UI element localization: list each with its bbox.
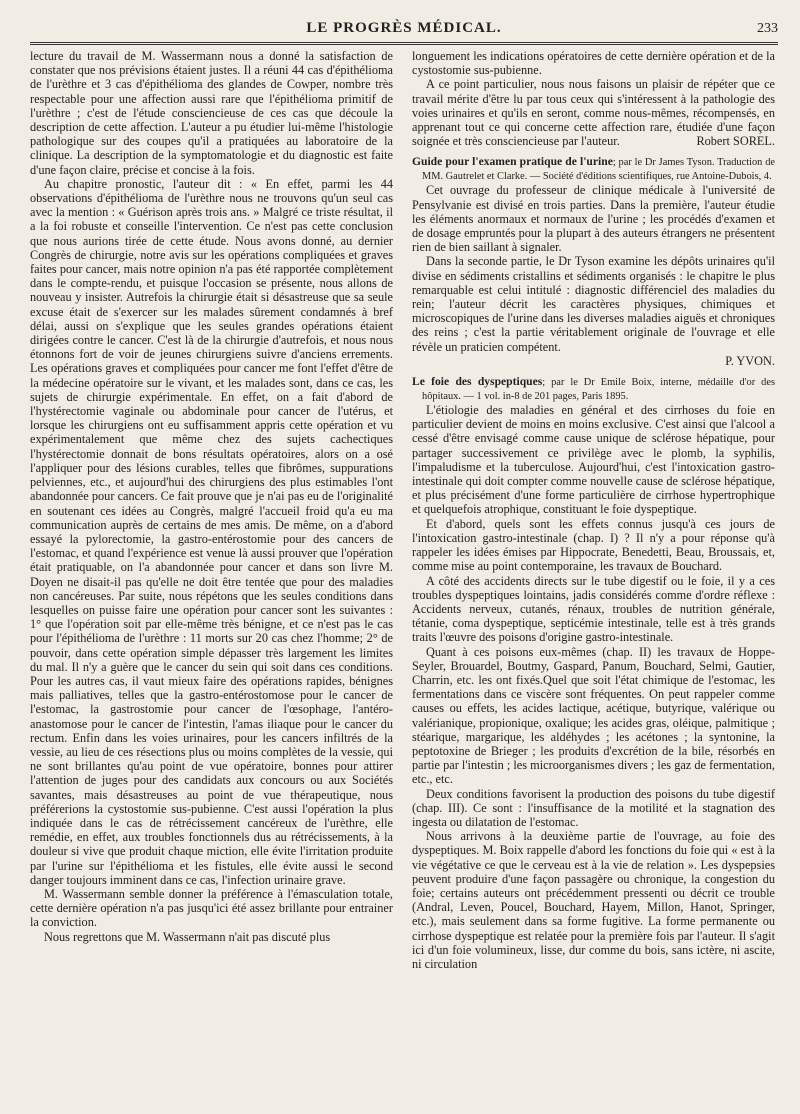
author-signature: P. YVON. [725, 353, 775, 368]
author-signature: Robert SOREL. [696, 134, 775, 149]
page-number: 233 [757, 21, 778, 36]
paragraph: L'étiologie des maladies en général et des cirrhoses du foie en particulier devient de moins en moins exclusive. C'est ainsi que l'alcool a cessé d'être envisagé comme cause unique de sclérose hépatique, pour partager successivement ce privilège avec le plomb, la syphilis, l'impaludisme et la tuberculose. Aujourd'hui, c'est l'intoxication gastro-intestinale qui doit compter comme nouvelle cause de sclérose hépatique, et plus précisément d'une forme particulière de cirrhose hypertrophique et quelquefois atrophique, constituant le foie dyspeptique. [412, 403, 775, 517]
paragraph: Et d'abord, quels sont les effets connus jusqu'à ces jours de l'intoxication gastro-intestinale (chap. I) ? Il n'y a pour réponse qu'à rappeler les idées émises par Hippocrate, Benedetti, Beau, Broussais, et, comme mise au point contemporaine, les travaux de Bouchard. [412, 516, 775, 574]
paragraph: Nous regrettons que M. Wassermann n'ait pas discuté plus [44, 929, 331, 944]
review-citation: ; par le Dr Emile Boix, interne, médaille d'or des hôpitaux. — 1 vol. in-8 de 201 pages, Paris 1895. [422, 377, 775, 403]
paragraph: Au chapitre pronostic, l'auteur dit : « En effet, parmi les 44 observations d'épithélioma de l'urèthre nous ne trouvons qu'un seul cas avec la mention : « Guérison après trois ans. » Malgré ce triste résultat, il a la foi robuste et conseille l'intervention. Ce n'est pas cette conclusion que nous aurions tirée de cette étude. Nous avons donné, au dernier Congrès de chirurgie, notre avis sur les opérations compliquées et graves faites pour cancer, mais notre opinion n'a pas été rapportée complètement dans le compte-rendu, et puisque l'occasion se présente, nous allons de nouveau y insister. Autrefois la chirurgie était si désastreuse que sa seule excuse était de s'exercer sur les malades sûrement condamnés à bref délai, aussi on s'explique que les seules grandes opérations étaient dirigées contre le cancer. C'est là de la chirurgie d'autrefois, et nous nous étonnons fort de voir de jeunes chirurgiens suivre d'anciens errements. Les opérations graves et compliquées pour cancer me font l'effet d'être de la médecine opératoire sur le vivant, et les malades sont, dans ce cas, les sujets de chirurgie expérimentale. En effet, on a fait d'abord de l'hystérectomie vaginale ou abdominale pour cancer de l'utérus, et lorsque les chirurgiens ont eu suffisamment appris cette opération et vu expérimentalement que même chez des sujets cachectiques l'hystérectomie donnait de bons résultats opératoires, alors on a osé l'appliquer pour des lésions curables, telles que fibrômes, suppurations pelviennes, etc., et aujourd'hui des chirurgiens des plus estimables l'ont abandonnée pour cancers. Ce fait prouve que je n'ai pas eu de l'originalité en soutenant ces idées au Congrès, malgré l'accueil froid qu'a eu ma communication auprès de certains de mes amis. De même, on a d'abord essayé la pylorectomie, la gastro-entérostomie pour des cancers de l'estomac, et quand l'expérience est venue là aussi prouver que l'opération était pratiquable, on l'a abandonnée pour cancer et dans son livre M. Doyen ne disait-il pas qu'elle ne doit être tentée que pour des maladies non cancéreuses. Par suite, nous répétons que les seules conditions dans lesquelles on puisse faire une opération pour cancer sont les suivantes : 1° que l'opération soit par elle-même très bénigne, et ce n'est pas le cas pour l'épithélioma de l'urèthre : 11 morts sur 20 cas chez l'homme; 2° de pouvoir, dans cette opération simple dépasser très largement les limites du mal. Il n'y a guère que le cancer du sein qui soit dans ces conditions. Pour les autres cas, il vaut mieux faire des opérations rapides, bénignes mais palliatives, telles que la gastro-entérostomose pour le cancer de l'estomac, la gastrostomie pour cancer de l'œsophage, l'antéro-anastomose pour le cancer de l'intestin, l'amas iliaque pour le cancer du rectum. Enfin dans les voies urinaires, pour les cancers infiltrés de la vessie, au lieu de ces résections plus ou moins complètes de la vessie, qui ne sont brillantes qu'au point de vue opératoire, bonnes pour attirer l'attention de juges pour des candidats aux concours ou aux Sociétés savantes, mais désastreuses au point de vue thérapeutique, nous préférerions la cystostomie sus-pubienne. C'est aussi l'opération la plus indiquée dans le cas de rétrécissement cancéreux de l'urèthre, elle remédie, en effet, aux troubles fonctionnels dus au rétrécissements, à la douleur si vive que produit chaque miction, elle évite l'irritation produite par l'urine sur l'épithélioma et les fistules, elle évite aussi le second danger toujours imminent dans ce cas, l'infection urinaire grave. [30, 176, 393, 887]
paragraph: Cet ouvrage du professeur de clinique médicale à l'université de Pensylvanie est divisé en trois parties. Dans la première, l'auteur étudie les éléments anormaux et normaux de l'urine ; les procédés d'examen et de dosage empruntés pour la plupart à des auteurs étrangers ne présentent rien de bien saillant à signaler. [412, 183, 775, 255]
paragraph-text: A ce point particulier, nous nous faisons un plaisir de répéter que ce travail mérite d'être lu par tous ceux qui s'intéressent à la pathologie des voies urinaires et qu'ils en seront, comme nous-mêmes, récompensés, en apprenant tout ce qui concerne cette affection rare, étudiée d'une façon soignée et très consciencieuse par l'auteur. [412, 77, 775, 149]
review-title: Guide pour l'examen pratique de l'urine [412, 155, 613, 169]
paragraph: M. Wassermann semble donner la préférence à l'émasculation totale, cette dernière opération n'a pas jusqu'ici été assez brillante pour entrainer la conviction. [30, 886, 393, 930]
paragraph [412, 77, 775, 148]
left-column [30, 49, 393, 944]
paragraph: A côté des accidents directs sur le tube digestif ou le foie, il y a ces troubles dyspeptiques lointains, jadis considérés comme d'ordre réflexe : Accidents nerveux, cutanés, rénaux, troubles de nutrition générale, tétanie, coma dyspeptique, septicémie intestinale, telle est à très grands traits l'œuvre des poisons d'origine gastro-intestinale. [412, 573, 775, 645]
review-heading [412, 155, 775, 183]
review-title: Le foie des dyspeptiques [412, 375, 543, 389]
review-heading [412, 375, 775, 403]
header-rule [30, 42, 778, 45]
paragraph: Dans la seconde partie, le Dr Tyson examine les dépôts urinaires qu'il divise en sédiments cristallins et sédiments organisés : le chapitre le plus remarquable est celui intitulé : diagnostic différenciel des maladies du rein; l'auteur décrit les caractères physiques, chimiques et microscopiques de l'urine dans les diverses maladies aiguës et chroniques des reins ; c'est la partie véritablement originale de l'ouvrage et elle révèle un praticien compétent. [412, 254, 775, 354]
review-entry [412, 375, 775, 971]
review-entry [412, 155, 775, 368]
review-citation: ; par le Dr James Tyson. Traduction de MM. Gautrelet et Clarke. — Société d'éditions scientifiques, rue Antoine-Dubois, 4. [422, 157, 775, 183]
journal-title: LE PROGRÈS MÉDICAL. [306, 20, 502, 36]
right-column [412, 49, 775, 971]
paragraph: Deux conditions favorisent la production des poisons du tube digestif (chap. III). Ce sont : l'insuffisance de la motilité et la stagnation des ingesta ou dilatation de l'estomac. [412, 786, 775, 829]
paragraph: Quant à ces poisons eux-mêmes (chap. II) les travaux de Hoppe-Seyler, Brouardel, Boutmy, Gaspard, Panum, Bouchard, Selmi, Gautier, Charrin, etc. les ont fixés.Quel que soit l'état chimique de l'estomac, les fermentations dans ce viscère sont fréquentes. On peut rappeler comme causes ou effets, les acides lactique, acétique, butyrique, valérique ou valérianique, propionique, oxalique; les acides gras, oléique, palmitique ; stéarique, margarique, les aldéhydes ; les acétones ; la syntonine, la peptotoxine de Brieger ; les produits d'excrétion de la bile, résorbés en partie par l'intestin ; les microorganismes divers ; les gaz de fermentation, etc., etc. [412, 644, 775, 787]
paragraph: lecture du travail de M. Wassermann nous a donné la satisfaction de constater que nos prévisions étaient justes. Il a réuni 44 cas d'épithélioma de l'urèthre et 3 cas d'épithélioma des glandes de Cowper, nombre très respectable pour une affection aussi rare que l'épithélioma primitif de l'urèthre ; c'est de l'étude consciencieuse de ces cas que découle la description de cette affection. L'auteur a pu étudier lui-même l'histologie pathologique sur des coupes qu'il a pratiquées au laboratoire de la clinique. La description de la symptomatologie et du diagnostic est faite d'une façon claire, précise et concise à la fois. [30, 49, 393, 177]
paragraph: longuement les indications opératoires de cette dernière opération et de la cystostomie sus-pubienne. [412, 49, 775, 78]
page-header [30, 20, 778, 42]
paragraph: Nous arrivons à la deuxième partie de l'ouvrage, au foie des dyspeptiques. M. Boix rappelle d'abord les fonctions du foie qui « est à la vie végétative ce que le cerveau est à la vie de relation ». Les dyspepsies peuvent produire d'une façon passagère ou chronique, la congestion du foie; certains auteurs ont précédemment pressenti ou décrit ce trouble (Andral, Leven, Poucel, Bouchard, Hayem, Millon, Hanot, Springer, etc.), mais seulement dans sa forme fugitive. La forme permanente ou cirrhose dyspeptique est relatée pour la première fois par l'auteur. Il s'agit ici d'un foie volumineux, lisse, dur comme du bois, sans ictère, ni ascite, ni circulation [412, 829, 775, 971]
